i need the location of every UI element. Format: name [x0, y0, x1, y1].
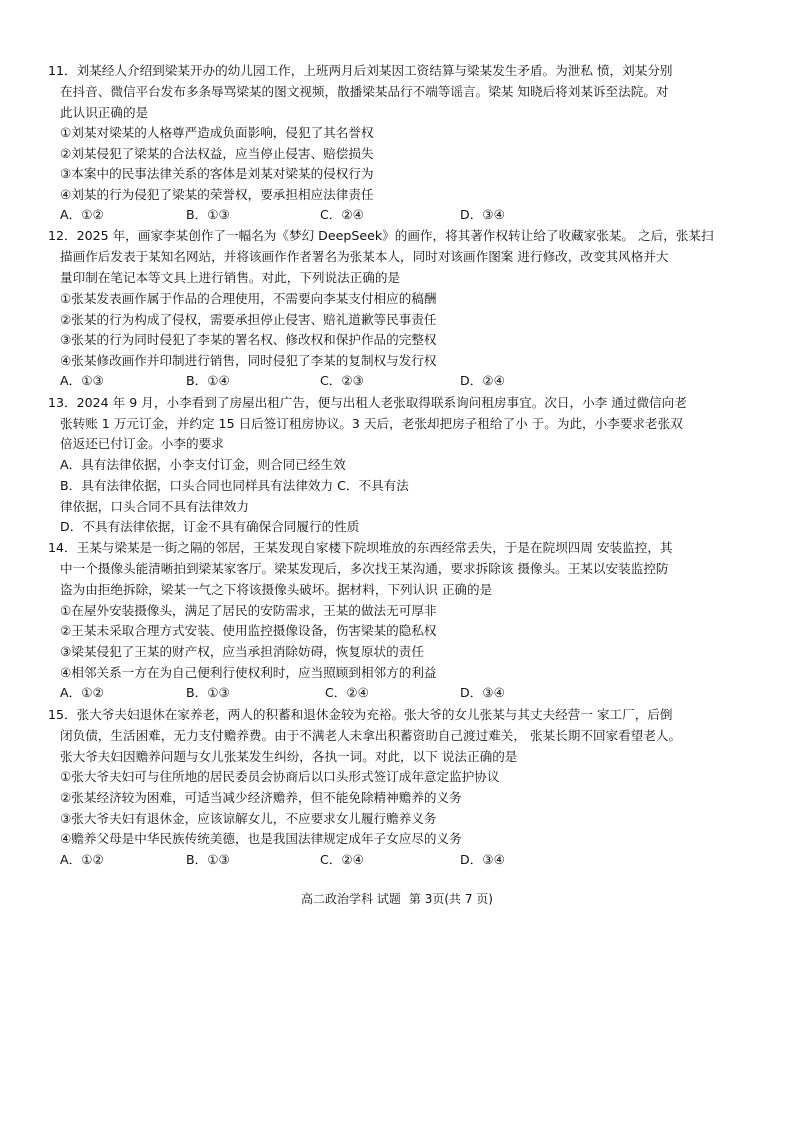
statement-item: ①在屋外安装摄像头，满足了居民的安防需求，王某的做法无可厚非 [60, 603, 437, 618]
statement-item: ④刘某的行为侵犯了梁某的荣誉权，要承担相应法律责任 [60, 187, 374, 202]
choice-a: A．①③ [60, 373, 104, 388]
choice-d: D．③④ [460, 852, 505, 867]
statement-item: ④赡养父母是中华民族传统美德，也是我国法律规定成年子女应尽的义务 [60, 831, 462, 846]
choice-line: 律依据，口头合同不具有法律效力 [60, 499, 249, 514]
choice-line: D．不具有法律依据，订金不具有确保合同履行的性质 [60, 519, 360, 534]
statement-item: ③张某的行为同时侵犯了李某的署名权、修改权和保护作品的完整权 [60, 332, 437, 347]
question-stem: 在抖音、微信平台发布多条辱骂梁某的图文视频，散播梁某品行不端等谣言。梁某 知晓后将刘某诉至法院。对 [60, 84, 669, 99]
choice-d: D．③④ [460, 207, 505, 222]
statement-item: ①张大爷夫妇可与住所地的居民委员会协商后以口头形式签订成年意定监护协议 [60, 769, 500, 784]
question-stem: 倍返还已付订金。小李的要求 [60, 436, 224, 451]
question-stem: 盗为由拒绝拆除，梁某一气之下将该摄像头破坏。据材料，下列认识 正确的是 [60, 582, 493, 597]
question-stem: 此认识正确的是 [60, 105, 149, 120]
page-footer [0, 890, 794, 908]
question-stem: 张转账 1 万元订金，并约定 15 日后签订租房协议。3 天后，老张却把房子租给了小 于。为此，小李要求老张双 [60, 416, 683, 431]
choice-c: C．②④ [320, 207, 364, 222]
footer-page-number: 第 3页(共 7 页) [408, 892, 493, 906]
question-stem: 中一个摄像头能清晰拍到梁某家客厅。梁某发现后，多次找王某沟通，要求拆除该 摄像头。王某以安装监控防 [60, 561, 669, 576]
statement-item: ②刘某侵犯了梁某的合法权益，应当停止侵害、赔偿损失 [60, 146, 374, 161]
choice-d: D．③④ [460, 685, 505, 700]
choice-c: C．②③ [320, 373, 364, 388]
question-stem: 量印制在笔记本等文具上进行销售。对此，下列说法正确的是 [60, 270, 401, 285]
choice-line: B．具有法律依据，口头合同也同样具有法律效力 C．不具有法 [60, 478, 409, 493]
choice-d: D．②④ [460, 373, 505, 388]
choice-b: B．①④ [186, 373, 230, 388]
statement-item: ②张某经济较为困难，可适当减少经济赡养，但不能免除精神赡养的义务 [60, 790, 462, 805]
statement-item: ①刘某对梁某的人格尊严造成负面影响，侵犯了其名誉权 [60, 125, 374, 140]
statement-item: ③张大爷夫妇有退休金，应该谅解女儿，不应要求女儿履行赡养义务 [60, 811, 437, 826]
question-stem: 描画作后发表于某知名网站，并将该画作作者署名为张某本人，同时对该画作图案 进行修改，改变其风格并大 [60, 249, 669, 264]
statement-item: ③梁某侵犯了王某的财产权，应当承担消除妨碍，恢复原状的责任 [60, 644, 424, 659]
choice-a: A．①② [60, 207, 104, 222]
choice-line: A．具有法律依据，小李支付订金，则合同已经生效 [60, 457, 346, 472]
question-stem: 11．刘某经人介绍到梁某开办的幼儿园工作，上班两月后刘某因工资结算与梁某发生矛盾。为泄私 愤，刘某分别 [48, 63, 673, 78]
question-stem: 12．2025 年，画家李某创作了一幅名为《梦幻 DeepSeek》的画作，将其著作权转让给了收藏家张某。 之后，张某扫 [48, 228, 714, 243]
choice-a: A．①② [60, 685, 104, 700]
choice-b: B．①③ [186, 207, 230, 222]
statement-item: ④相邻关系一方在为自己便利行使权利时，应当照顾到相邻方的利益 [60, 665, 437, 680]
statement-item: ③本案中的民事法律关系的客体是刘某对梁某的侵权行为 [60, 166, 374, 181]
choice-c: C．②④ [325, 685, 369, 700]
question-stem: 13．2024 年 9 月，小李看到了房屋出租广告，便与出租人老张取得联系询问租房事宜。次日，小李 通过微信向老 [48, 395, 687, 410]
question-stem: 14．王某与梁某是一街之隔的邻居，王某发现自家楼下院坝堆放的东西经常丢失，于是在院坝四周 安装监控，其 [48, 540, 673, 555]
footer-subject: 高二政治学科 试题 [301, 892, 401, 906]
statement-item: ②张某的行为构成了侵权，需要承担停止侵害、赔礼道歉等民事责任 [60, 312, 437, 327]
choice-b: B．①③ [186, 852, 230, 867]
choice-c: C．②④ [320, 852, 364, 867]
choice-a: A．①② [60, 852, 104, 867]
question-stem: 闭负债，生活困难，无力支付赡养费。由于不满老人未拿出积蓄资助自己渡过难关， 张某长期不回家看望老人。 [60, 728, 682, 743]
question-stem: 15．张大爷夫妇退休在家养老，两人的积蓄和退休金较为充裕。张大爷的女儿张某与其丈夫经营一 家工厂，后倒 [48, 707, 673, 722]
statement-item: ④张某修改画作并印制进行销售，同时侵犯了李某的复制权与发行权 [60, 353, 437, 368]
statement-item: ①张某发表画作属于作品的合理使用，不需要向李某支付相应的稿酬 [60, 291, 437, 306]
choice-b: B．①③ [186, 685, 230, 700]
statement-item: ②王某未采取合理方式安装、使用监控摄像设备，伤害梁某的隐私权 [60, 623, 437, 638]
question-stem: 张大爷夫妇因赡养问题与女儿张某发生纠纷，各执一词。对此，以下 说法正确的是 [60, 749, 518, 764]
